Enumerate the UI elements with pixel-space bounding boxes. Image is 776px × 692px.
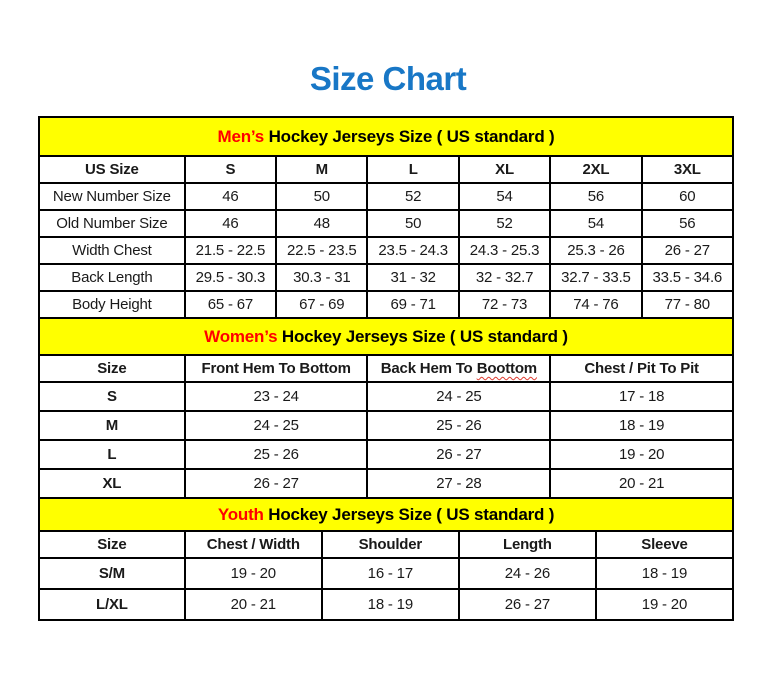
cell: 54 bbox=[459, 183, 550, 210]
cell: 16 - 17 bbox=[322, 558, 459, 589]
column-header: Front Hem To Bottom bbox=[185, 355, 368, 382]
row-label: Width Chest bbox=[39, 237, 185, 264]
womens-header-row bbox=[39, 355, 733, 382]
mens-header-row bbox=[39, 156, 733, 183]
cell: 29.5 - 30.3 bbox=[185, 264, 276, 291]
cell: 22.5 - 23.5 bbox=[276, 237, 367, 264]
youth-header-row bbox=[39, 531, 733, 558]
table-row bbox=[39, 183, 733, 210]
cell: 26 - 27 bbox=[185, 469, 368, 498]
row-label: Body Height bbox=[39, 291, 185, 318]
cell: 18 - 19 bbox=[322, 589, 459, 620]
column-header bbox=[367, 355, 550, 382]
column-header: Size bbox=[39, 355, 185, 382]
cell: 54 bbox=[550, 210, 641, 237]
cell: 72 - 73 bbox=[459, 291, 550, 318]
cell: 17 - 18 bbox=[550, 382, 733, 411]
cell: 19 - 20 bbox=[596, 589, 733, 620]
column-header: Shoulder bbox=[322, 531, 459, 558]
cell: 56 bbox=[550, 183, 641, 210]
youth-banner-text: Hockey Jerseys Size ( US standard ) bbox=[263, 504, 555, 524]
cell: 60 bbox=[642, 183, 733, 210]
womens-banner bbox=[39, 318, 733, 355]
cell: 20 - 21 bbox=[185, 589, 322, 620]
column-header: US Size bbox=[39, 156, 185, 183]
column-header: S bbox=[185, 156, 276, 183]
cell: 48 bbox=[276, 210, 367, 237]
cell: 27 - 28 bbox=[367, 469, 550, 498]
cell: 32 - 32.7 bbox=[459, 264, 550, 291]
cell: 69 - 71 bbox=[367, 291, 458, 318]
cell: 50 bbox=[276, 183, 367, 210]
column-header: Size bbox=[39, 531, 185, 558]
table-row bbox=[39, 264, 733, 291]
table-row bbox=[39, 382, 733, 411]
mens-size-table bbox=[38, 116, 734, 319]
youth-banner bbox=[39, 498, 733, 531]
row-label: S/M bbox=[39, 558, 185, 589]
column-header: Length bbox=[459, 531, 596, 558]
table-row bbox=[39, 440, 733, 469]
cell: 19 - 20 bbox=[185, 558, 322, 589]
cell: 46 bbox=[185, 183, 276, 210]
misspelled-word: Boottom bbox=[476, 360, 537, 377]
cell: 67 - 69 bbox=[276, 291, 367, 318]
cell: 46 bbox=[185, 210, 276, 237]
youth-banner-highlight: Youth bbox=[217, 504, 264, 524]
cell: 21.5 - 22.5 bbox=[185, 237, 276, 264]
womens-size-table bbox=[38, 317, 734, 499]
cell: 25 - 26 bbox=[185, 440, 368, 469]
row-label: Old Number Size bbox=[39, 210, 185, 237]
cell: 24 - 26 bbox=[459, 558, 596, 589]
cell: 20 - 21 bbox=[550, 469, 733, 498]
mens-banner-highlight: Men’s bbox=[217, 126, 265, 146]
size-chart-tables bbox=[38, 116, 734, 621]
youth-banner-row bbox=[39, 498, 733, 531]
table-row bbox=[39, 469, 733, 498]
cell: 65 - 67 bbox=[185, 291, 276, 318]
mens-banner bbox=[39, 117, 733, 156]
cell: 50 bbox=[367, 210, 458, 237]
womens-banner-text: Hockey Jerseys Size ( US standard ) bbox=[277, 326, 568, 346]
column-header: 2XL bbox=[550, 156, 641, 183]
column-header: XL bbox=[459, 156, 550, 183]
mens-banner-row bbox=[39, 117, 733, 156]
cell: 77 - 80 bbox=[642, 291, 733, 318]
column-header-text: Back Hem To bbox=[380, 360, 473, 377]
column-header: Chest / Pit To Pit bbox=[550, 355, 733, 382]
cell: 23.5 - 24.3 bbox=[367, 237, 458, 264]
cell: 23 - 24 bbox=[185, 382, 368, 411]
womens-banner-highlight: Women’s bbox=[204, 326, 278, 346]
column-header: M bbox=[276, 156, 367, 183]
cell: 31 - 32 bbox=[367, 264, 458, 291]
cell: 26 - 27 bbox=[459, 589, 596, 620]
cell: 74 - 76 bbox=[550, 291, 641, 318]
mens-banner-text: Hockey Jerseys Size ( US standard ) bbox=[264, 126, 555, 146]
cell: 24 - 25 bbox=[185, 411, 368, 440]
table-row bbox=[39, 589, 733, 620]
cell: 25.3 - 26 bbox=[550, 237, 641, 264]
cell: 24 - 25 bbox=[367, 382, 550, 411]
column-header: 3XL bbox=[642, 156, 733, 183]
row-label: L bbox=[39, 440, 185, 469]
row-label: L/XL bbox=[39, 589, 185, 620]
table-row bbox=[39, 411, 733, 440]
cell: 18 - 19 bbox=[550, 411, 733, 440]
cell: 52 bbox=[459, 210, 550, 237]
cell: 32.7 - 33.5 bbox=[550, 264, 641, 291]
column-header: L bbox=[367, 156, 458, 183]
cell: 33.5 - 34.6 bbox=[642, 264, 733, 291]
cell: 19 - 20 bbox=[550, 440, 733, 469]
row-label: New Number Size bbox=[39, 183, 185, 210]
row-label: Back Length bbox=[39, 264, 185, 291]
table-row bbox=[39, 237, 733, 264]
cell: 56 bbox=[642, 210, 733, 237]
row-label: M bbox=[39, 411, 185, 440]
row-label: S bbox=[39, 382, 185, 411]
table-row bbox=[39, 558, 733, 589]
cell: 52 bbox=[367, 183, 458, 210]
cell: 25 - 26 bbox=[367, 411, 550, 440]
womens-banner-row bbox=[39, 318, 733, 355]
cell: 26 - 27 bbox=[642, 237, 733, 264]
cell: 18 - 19 bbox=[596, 558, 733, 589]
cell: 24.3 - 25.3 bbox=[459, 237, 550, 264]
row-label: XL bbox=[39, 469, 185, 498]
cell: 30.3 - 31 bbox=[276, 264, 367, 291]
table-row bbox=[39, 210, 733, 237]
table-row bbox=[39, 291, 733, 318]
cell: 26 - 27 bbox=[367, 440, 550, 469]
page-title: Size Chart bbox=[309, 60, 467, 97]
youth-size-table bbox=[38, 497, 734, 621]
column-header: Chest / Width bbox=[185, 531, 322, 558]
column-header: Sleeve bbox=[596, 531, 733, 558]
